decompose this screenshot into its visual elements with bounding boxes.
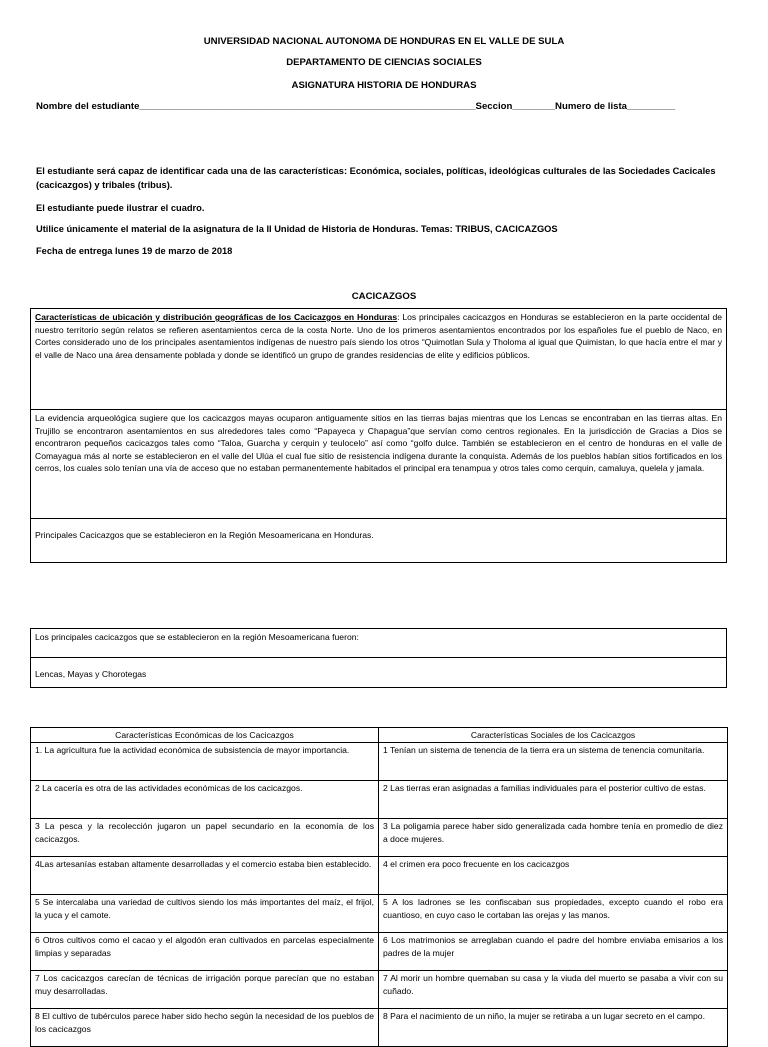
economic-cell: 6 Otros cultivos como el cacao y el algodón eran cultivados en parcelas especialmente limpias y separadas [31, 933, 379, 971]
mesoamerican-box [30, 628, 727, 688]
table-row [31, 971, 728, 1009]
mesoamerican-answer: Lencas, Mayas y Chorotegas [31, 657, 726, 687]
instruction-due-date: Fecha de entrega lunes 19 de marzo de 2018 [36, 246, 233, 256]
social-cell: 4 el crimen era poco frecuente en los cacicazgos [379, 857, 728, 895]
social-header: Características Sociales de los Cacicazgos [379, 728, 728, 743]
instruction-objective: El estudiante será capaz de identificar cada una de las características: Económica, sociales, políticas, ideológicas culturales de las Sociedades Cacicales (cacicazgos) y tribales (tribus). [36, 166, 716, 190]
table-header-row [31, 728, 728, 743]
economic-cell: 2 La cacería es otra de las actividades económicas de los cacicazgos. [31, 781, 379, 819]
social-cell: 6 Los matrimonios se arreglaban cuando el padre del hombre enviaba emisarios a los padres de la mujer [379, 933, 728, 971]
social-cell: 1 Tenían un sistema de tenencia de la tierra era un sistema de tenencia comunitaria. [379, 743, 728, 781]
economic-cell: 1. La agricultura fue la actividad económica de subsistencia de mayor importancia. [31, 743, 379, 781]
social-cell: 7 Al morir un hombre quemaban su casa y la viuda del muerto se pasaba a vivir con su cuñado. [379, 971, 728, 1009]
table-row [31, 819, 728, 857]
university-heading: UNIVERSIDAD NACIONAL AUTONOMA DE HONDURAS EN EL VALLE DE SULA [203, 36, 565, 47]
geography-title: Características de ubicación y distribución geográficas de los Cacicazgos en Honduras [35, 312, 398, 322]
instruction-illustrate: El estudiante puede ilustrar el cuadro. [36, 203, 205, 213]
characteristics-table [30, 727, 728, 1047]
table-row [31, 1009, 728, 1047]
table-row [31, 933, 728, 971]
economic-cell: 4Las artesanías estaban altamente desarrolladas y el comercio estaba bien establecido. [31, 857, 379, 895]
social-cell: 2 Las tierras eran asignadas a familias individuales para el posterior cultivo de estas. [379, 781, 728, 819]
social-cell: 5 A los ladrones se les confiscaban sus propiedades, excepto cuando el robo era cuantioso, en cuyo caso le cortaban las orejas y las manos. [379, 895, 728, 933]
geography-paragraph [31, 309, 726, 409]
economic-cell: 5 Se intercalaba una variedad de cultivos siendo los más importantes del maíz, el frijol, la yuca y el camote. [31, 895, 379, 933]
table-row [31, 857, 728, 895]
social-cell: 8 Para el nacimiento de un niño, la mujer se retiraba a un lugar secreto en el campo. [379, 1009, 728, 1047]
department-heading: DEPARTAMENTO DE CIENCIAS SOCIALES [286, 57, 482, 68]
economic-cell: 3 La pesca y la recolección jugaron un papel secundario en la economía de los cacicazgos. [31, 819, 379, 857]
subject-heading: ASIGNATURA HISTORIA DE HONDURAS [291, 80, 477, 91]
student-info-line: Nombre del estudiante_______________________________________________________________Seccion________Numero de lista_________ [36, 101, 676, 112]
mesoamerican-question: Los principales cacicazgos que se establecieron en la región Mesoamericana fueron: [35, 632, 359, 642]
cacicazgos-box [30, 308, 727, 563]
geography-body: : Los principales cacicazgos en Honduras se establecieron en la parte occidental de nuestro territorio según relatos se refieren asentamientos cerca de la costa Norte. Uno de los primeros asentamientos encontrados por los españoles fue el pueblo de Naco, en Cortes considerado uno de los principales asentamientos indígenas de nuestro país siendo los otros “Quimotlan Sula y Tholoma al igual que Quimistan, lo que hacía entre el mar y el valle de Naco una área densamente poblada y donde se identificó un grupo de grandes residencias de elite y edificios públicos. [35, 312, 723, 360]
table-row [31, 895, 728, 933]
economic-cell: 7 Los cacicazgos carecían de técnicas de irrigación porque parecían que no estaban muy desarrolladas. [31, 971, 379, 1009]
social-cell: 3 La poligamia parece haber sido generalizada cada hombre tenía en promedio de diez a doce mujeres. [379, 819, 728, 857]
archaeology-paragraph: La evidencia arqueológica sugiere que los cacicazgos mayas ocuparon antiguamente sitios en las tierras bajas mientras que los Lencas se encontraban en las tierras altas. En Trujillo se encontraron asentamientos en sus alrededores tales como “Papayeca y Chapagua”que servían como centros regionales. En la jurisdicción de Gracias a Dios se encontraron pequeños cacicazgos tales como “Taloa, Guarcha y cerquin y teulocelo” así como “golfo dulce. También se establecieron en el centro de honduras en el valle de Comayagua más al norte se establecieron en el valle del Ulúa el cual fue sitio de resistencia indígena durante la conquista. Además de los pueblos habían sitios fortificados en los cerros, los cuales solo tenían una vía de acceso que no estaban permanentemente habitados el principal era tenampua y otros tales como cerquin, camaluya, quelela y jamala. [31, 409, 726, 518]
instruction-material: Utilice únicamente el material de la asignatura de la II Unidad de Historia de Honduras. Temas: TRIBUS, CACICAZGOS [36, 224, 558, 234]
table-row [31, 743, 728, 781]
economic-cell: 8 El cultivo de tubérculos parece haber sido hecho según la necesidad de los pueblos de los cacicazgos [31, 1009, 379, 1047]
mesoamerican-caption: Principales Cacicazgos que se establecieron en la Región Mesoamericana en Honduras. [31, 518, 726, 562]
economic-header: Características Económicas de los Cacicazgos [31, 728, 379, 743]
table-row [31, 781, 728, 819]
section-title: CACICAZGOS [351, 291, 417, 302]
